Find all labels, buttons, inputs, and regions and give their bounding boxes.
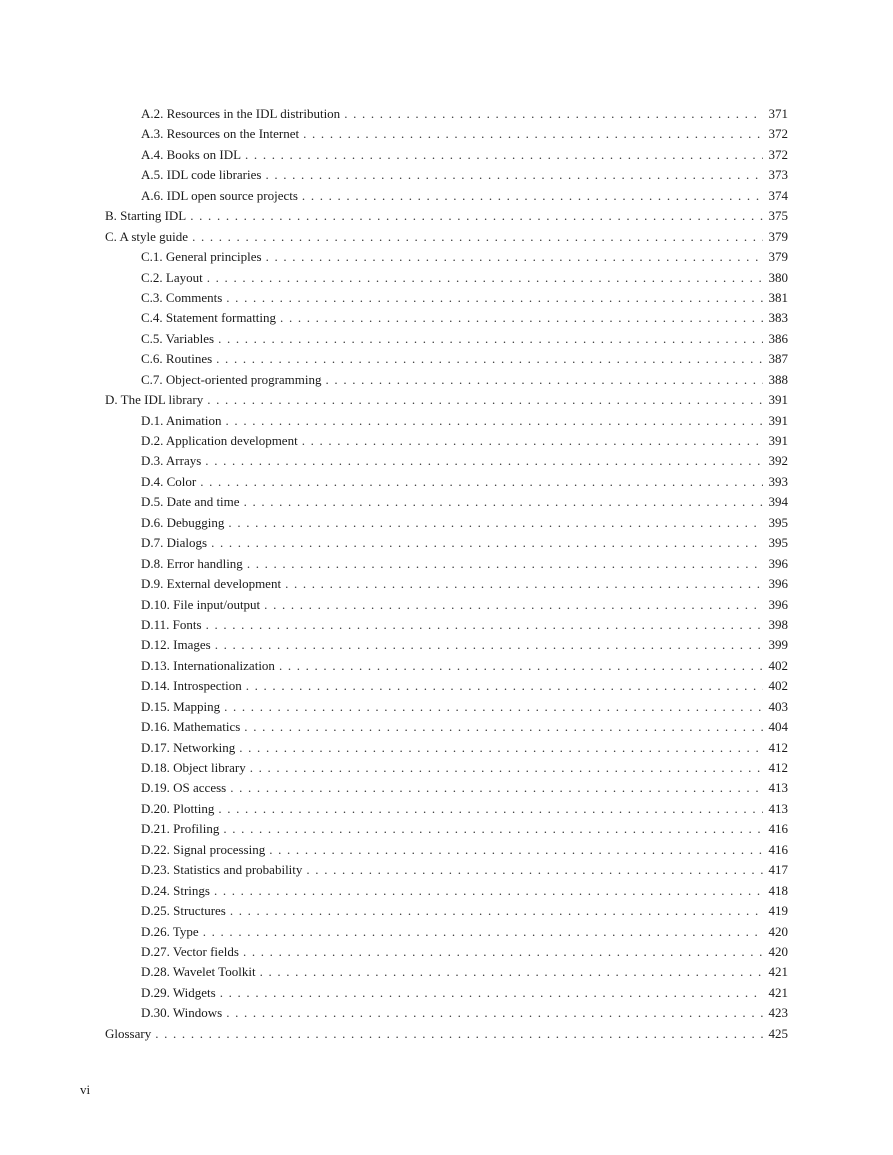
toc-entry-title: D.28. Wavelet Toolkit (141, 964, 256, 980)
dot-leader (269, 840, 762, 860)
dot-leader (223, 819, 762, 839)
toc-entry-title: D.22. Signal processing (141, 841, 266, 857)
toc-entry-title: D.24. Strings (141, 882, 210, 898)
dot-leader (215, 635, 763, 655)
toc-entry-title: C. A style guide (105, 228, 189, 244)
toc-entry-title: D.27. Vector fields (141, 943, 239, 959)
dot-leader (230, 901, 763, 921)
toc-entry-page-number: 396 (768, 555, 788, 571)
toc-entry[interactable] (105, 513, 788, 533)
toc-entry-page-number: 419 (768, 903, 788, 919)
toc-entry[interactable] (105, 738, 788, 758)
dot-leader (200, 472, 762, 492)
toc-entry[interactable] (105, 186, 788, 206)
toc-entry[interactable] (105, 799, 788, 819)
toc-entry-title: C.4. Statement formatting (141, 310, 277, 326)
toc-entry[interactable] (105, 492, 788, 512)
toc-entry-page-number: 402 (768, 678, 788, 694)
toc-entry-page-number: 420 (768, 923, 788, 939)
toc-entry-title: D.13. Internationalization (141, 657, 275, 673)
toc-entry[interactable] (105, 124, 788, 144)
toc-entry[interactable] (105, 717, 788, 737)
toc-entry-title: D.1. Animation (141, 412, 222, 428)
toc-entry-page-number: 379 (768, 228, 788, 244)
toc-entry[interactable] (105, 349, 788, 369)
toc-entry-title: C.5. Variables (141, 330, 215, 346)
toc-entry[interactable] (105, 778, 788, 798)
toc-entry[interactable] (105, 1003, 788, 1023)
toc-entry-title: D.20. Plotting (141, 800, 215, 816)
toc-entry-page-number: 394 (768, 494, 788, 510)
toc-entry-page-number: 387 (768, 351, 788, 367)
toc-entry-page-number: 396 (768, 576, 788, 592)
toc-entry-page-number: 373 (768, 167, 788, 183)
dot-leader (190, 206, 762, 226)
dot-leader (243, 942, 763, 962)
toc-entry[interactable] (105, 840, 788, 860)
toc-entry-page-number: 372 (768, 126, 788, 142)
toc-entry[interactable] (105, 942, 788, 962)
toc-entry[interactable] (105, 165, 788, 185)
toc-entry-page-number: 412 (768, 760, 788, 775)
dot-leader (260, 962, 763, 982)
toc-entry[interactable] (105, 901, 788, 921)
toc-entry[interactable] (105, 758, 788, 778)
toc-entry-page-number: 391 (768, 433, 788, 448)
dot-leader (265, 165, 762, 185)
toc-entry-page-number: 399 (768, 637, 788, 653)
dot-leader (264, 595, 762, 615)
table-of-contents (105, 104, 788, 1044)
toc-entry-title: A.3. Resources on the Internet (141, 126, 300, 142)
toc-entry-page-number: 412 (768, 739, 788, 755)
dot-leader (244, 717, 762, 737)
toc-entry[interactable] (105, 308, 788, 328)
toc-entry-page-number: 416 (768, 841, 788, 857)
dot-leader (192, 227, 762, 247)
dot-leader (247, 554, 763, 574)
dot-leader (279, 656, 763, 676)
toc-entry[interactable] (105, 983, 788, 1003)
toc-entry[interactable] (105, 656, 788, 676)
toc-entry-title: D.5. Date and time (141, 494, 240, 510)
dot-leader (246, 676, 763, 696)
toc-entry[interactable] (105, 329, 788, 349)
dot-leader (155, 1024, 762, 1044)
dot-leader (250, 758, 763, 778)
toc-entry-title: D.11. Fonts (141, 616, 202, 632)
toc-entry-page-number: 383 (768, 310, 788, 326)
toc-entry[interactable] (105, 247, 788, 267)
toc-entry-title: D.15. Mapping (141, 698, 221, 714)
dot-leader (207, 268, 763, 288)
page-number-folio: vi (80, 1082, 91, 1097)
toc-entry-page-number: 395 (768, 514, 788, 530)
dot-leader (220, 983, 763, 1003)
dot-leader (228, 513, 762, 533)
toc-entry-page-number: 413 (768, 800, 788, 816)
toc-entry-title: C.3. Comments (141, 289, 223, 305)
toc-entry-page-number: 391 (768, 412, 788, 428)
toc-entry[interactable] (105, 206, 788, 226)
toc-entry-title: D.14. Introspection (141, 678, 242, 694)
toc-entry-page-number: 381 (768, 289, 788, 305)
toc-entry-page-number: 375 (768, 208, 788, 224)
toc-entry[interactable] (105, 819, 788, 839)
dot-leader (239, 738, 762, 758)
toc-entry-title: C.2. Layout (141, 269, 203, 285)
dot-leader (245, 145, 762, 165)
toc-entry-title: D.18. Object library (141, 760, 246, 775)
dot-leader (211, 533, 762, 553)
toc-entry[interactable] (105, 595, 788, 615)
toc-entry-title: C.6. Routines (141, 351, 213, 367)
dot-leader (303, 124, 762, 144)
toc-entry-title: A.4. Books on IDL (141, 146, 242, 162)
toc-entry-title: A.5. IDL code libraries (141, 167, 262, 183)
toc-entry-title: B. Starting IDL (105, 208, 187, 224)
toc-entry[interactable] (105, 288, 788, 308)
dot-leader (224, 697, 762, 717)
dot-leader (244, 492, 763, 512)
toc-entry[interactable] (105, 574, 788, 594)
toc-entry-page-number: 396 (768, 596, 788, 612)
toc-entry[interactable] (105, 962, 788, 982)
toc-entry[interactable] (105, 554, 788, 574)
toc-entry-title: D.21. Profiling (141, 821, 220, 837)
toc-entry-title: D.19. OS access (141, 780, 227, 796)
dot-leader (306, 860, 762, 880)
toc-entry[interactable] (105, 615, 788, 635)
toc-entry-title: A.6. IDL open source projects (141, 187, 298, 203)
dot-leader (205, 451, 762, 471)
toc-entry-title: D.10. File input/output (141, 596, 261, 612)
toc-entry-title: D.3. Arrays (141, 453, 202, 469)
toc-entry-page-number: 418 (768, 882, 788, 898)
toc-entry[interactable] (105, 104, 788, 124)
toc-entry-page-number: 421 (768, 984, 788, 1000)
toc-entry[interactable] (105, 451, 788, 471)
toc-entry-title: D.23. Statistics and probability (141, 862, 303, 878)
dot-leader (344, 104, 762, 124)
dot-leader (216, 349, 762, 369)
dot-leader (302, 431, 763, 451)
dot-leader (226, 288, 762, 308)
toc-entry-page-number: 388 (768, 371, 788, 387)
toc-entry-page-number: 386 (768, 330, 788, 346)
toc-entry-page-number: 413 (768, 780, 788, 796)
toc-entry-page-number: 423 (768, 1005, 788, 1021)
dot-leader (214, 881, 763, 901)
toc-entry-page-number: 403 (768, 698, 788, 714)
dot-leader (226, 411, 763, 431)
toc-entry-page-number: 416 (768, 821, 788, 837)
toc-entry-page-number: 417 (768, 862, 788, 878)
toc-entry-title: D.9. External development (141, 576, 282, 592)
toc-entry-title: D.30. Windows (141, 1005, 223, 1021)
toc-entry-page-number: 404 (768, 719, 788, 735)
toc-entry-title: D.4. Color (141, 473, 197, 489)
toc-entry[interactable] (105, 268, 788, 288)
toc-entry-page-number: 391 (768, 392, 788, 408)
toc-entry-title: D.26. Type (141, 923, 199, 939)
toc-entry-page-number: 379 (768, 249, 788, 265)
toc-entry[interactable] (105, 881, 788, 901)
toc-entry[interactable] (105, 676, 788, 696)
toc-entry[interactable] (105, 922, 788, 942)
toc-entry[interactable] (105, 431, 788, 451)
toc-entry[interactable] (105, 411, 788, 431)
toc-entry-page-number: 421 (768, 964, 788, 980)
dot-leader (230, 778, 762, 798)
toc-entry-title: D.2. Application development (141, 433, 298, 448)
dot-leader (203, 922, 763, 942)
dot-leader (218, 329, 762, 349)
dot-leader (266, 247, 763, 267)
toc-entry[interactable] (105, 697, 788, 717)
toc-entry-title: D.16. Mathematics (141, 719, 241, 735)
dot-leader (206, 615, 763, 635)
toc-entry[interactable] (105, 1024, 788, 1044)
toc-entry[interactable] (105, 227, 788, 247)
dot-leader (218, 799, 762, 819)
dot-leader (326, 370, 763, 390)
toc-entry-page-number: 398 (768, 616, 788, 632)
toc-entry-title: D.29. Widgets (141, 984, 216, 1000)
toc-entry[interactable] (105, 370, 788, 390)
dot-leader (280, 308, 762, 328)
toc-entry-page-number: 425 (768, 1025, 788, 1041)
toc-entry-title: Glossary (105, 1025, 152, 1041)
toc-entry[interactable] (105, 860, 788, 880)
toc-entry-title: A.2. Resources in the IDL distribution (141, 106, 341, 121)
toc-entry-title: D.12. Images (141, 637, 211, 653)
dot-leader (207, 390, 762, 410)
toc-entry-title: D.7. Dialogs (141, 535, 208, 551)
dot-leader (302, 186, 763, 206)
toc-entry[interactable] (105, 472, 788, 492)
toc-entry-page-number: 380 (768, 269, 788, 285)
toc-entry-page-number: 402 (768, 657, 788, 673)
dot-leader (226, 1003, 762, 1023)
toc-entry-title: C.1. General principles (141, 249, 262, 265)
toc-entry-page-number: 374 (768, 187, 788, 203)
toc-entry-page-number: 395 (768, 535, 788, 551)
toc-entry-title: D. The IDL library (105, 392, 204, 408)
toc-entry[interactable] (105, 635, 788, 655)
toc-entry-title: C.7. Object-oriented programming (141, 371, 322, 387)
toc-entry[interactable] (105, 145, 788, 165)
dot-leader (285, 574, 762, 594)
toc-entry-page-number: 392 (768, 453, 788, 469)
toc-entry[interactable] (105, 533, 788, 553)
toc-entry-title: D.25. Structures (141, 903, 226, 919)
toc-entry-page-number: 371 (768, 106, 788, 121)
toc-entry-page-number: 393 (768, 473, 788, 489)
toc-entry[interactable] (105, 390, 788, 410)
toc-entry-page-number: 420 (768, 943, 788, 959)
toc-entry-title: D.8. Error handling (141, 555, 243, 571)
toc-entry-title: D.17. Networking (141, 739, 236, 755)
toc-entry-page-number: 372 (768, 146, 788, 162)
toc-entry-title: D.6. Debugging (141, 514, 225, 530)
